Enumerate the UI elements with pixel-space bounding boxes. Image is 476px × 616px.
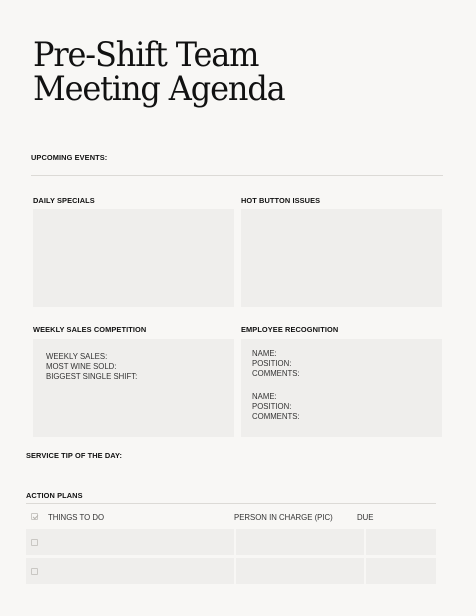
recognition-entry-2: [252, 392, 300, 422]
biggest-single-shift-line: BIGGEST SINGLE SHIFT:: [46, 372, 138, 381]
page-title-line-2: Meeting Agenda: [33, 69, 285, 109]
recognition-position-label: POSITION:: [252, 402, 292, 411]
table-row: [26, 529, 436, 555]
pic-cell[interactable]: [236, 558, 364, 584]
upcoming-events-line[interactable]: [31, 175, 443, 176]
recognition-position-label: POSITION:: [252, 359, 292, 368]
action-plans-divider: [26, 503, 436, 504]
employee-recognition-label: EMPLOYEE RECOGNITION: [241, 325, 339, 334]
recognition-name-label: NAME:: [252, 349, 277, 358]
most-wine-sold-line: MOST WINE SOLD:: [46, 362, 117, 371]
daily-specials-box[interactable]: [33, 209, 234, 307]
upcoming-events-label: UPCOMING EVENTS:: [31, 153, 108, 162]
table-row: [26, 558, 436, 584]
page-title-line-1: Pre-Shift Team: [33, 35, 259, 75]
column-header-due: DUE: [357, 513, 374, 522]
weekly-sales-lines: [46, 352, 137, 382]
due-cell[interactable]: [366, 529, 436, 555]
due-cell[interactable]: [366, 558, 436, 584]
pic-cell[interactable]: [236, 529, 364, 555]
daily-specials-label: DAILY SPECIALS: [33, 196, 95, 205]
hot-button-issues-box[interactable]: [241, 209, 442, 307]
service-tip-label: SERVICE TIP OF THE DAY:: [26, 451, 123, 460]
recognition-name-label: NAME:: [252, 392, 277, 401]
todo-cell[interactable]: [26, 529, 234, 555]
row-checkbox[interactable]: [31, 539, 38, 546]
recognition-comments-label: COMMENTS:: [252, 412, 300, 421]
weekly-sales-line: WEEKLY SALES:: [46, 352, 108, 361]
hot-button-issues-label: HOT BUTTON ISSUES: [241, 196, 321, 205]
column-header-things-to-do: THINGS TO DO: [48, 513, 105, 522]
weekly-sales-label: WEEKLY SALES COMPETITION: [33, 325, 147, 334]
row-checkbox[interactable]: [31, 568, 38, 575]
recognition-comments-label: COMMENTS:: [252, 369, 300, 378]
header-checkbox-icon: [31, 513, 38, 520]
recognition-entry-1: [252, 349, 300, 379]
action-plans-label: ACTION PLANS: [26, 491, 83, 500]
todo-cell[interactable]: [26, 558, 234, 584]
page-title: [33, 35, 285, 109]
column-header-person-in-charge: PERSON IN CHARGE (PIC): [234, 513, 333, 522]
